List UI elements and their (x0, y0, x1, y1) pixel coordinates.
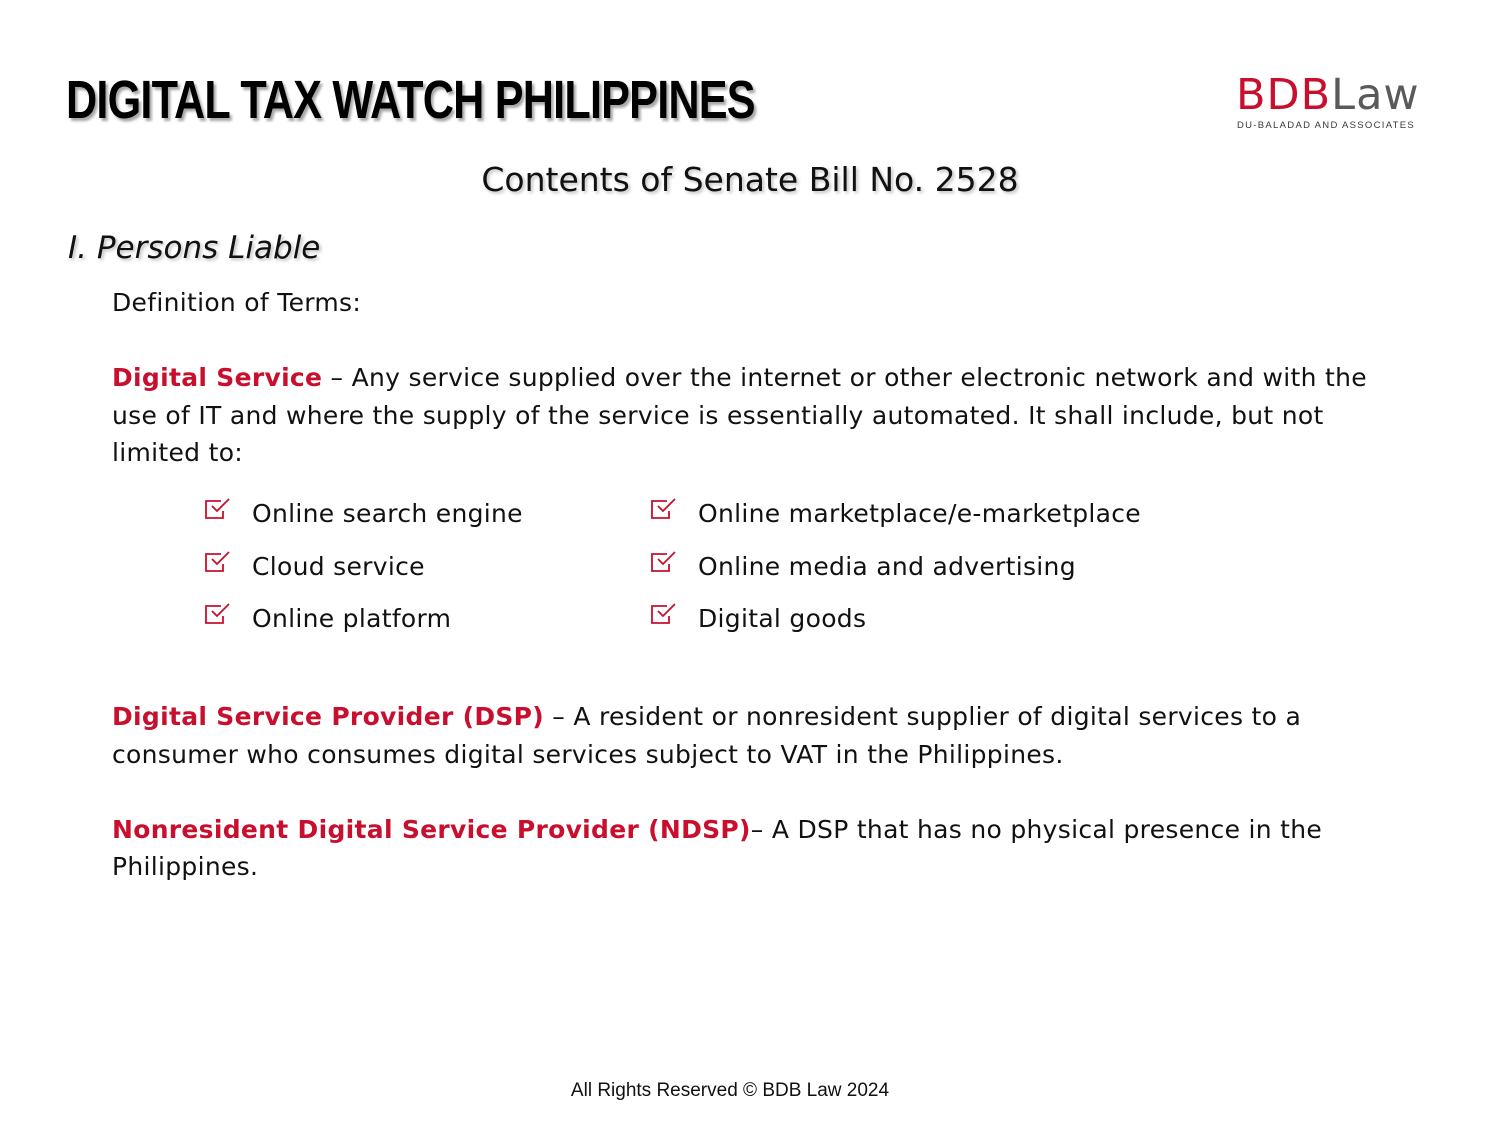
checkbox-check-icon (650, 498, 678, 522)
list-item-label: Digital goods (698, 604, 867, 633)
logo-tagline: DU-BALADAD AND ASSOCIATES (1237, 120, 1416, 131)
logo-brand-suffix: Law (1331, 70, 1420, 120)
list-item-label: Online search engine (252, 499, 523, 528)
digital-service-checklist (204, 490, 1304, 640)
footer-copyright: All Rights Reserved © BDB Law 2024 (570, 1080, 890, 1101)
checkbox-check-icon (204, 551, 232, 575)
dsp-text: – A resident or nonresident supplier of digital services to a consumer who consumes digital services subject to VAT in the Philippines. (112, 702, 1302, 769)
ndsp-text: – A DSP that has no physical presence in the Philippines. (112, 814, 1323, 881)
digital-service-term: Digital Service (112, 363, 323, 392)
list-item-label: Online media and advertising (698, 552, 1076, 581)
section-heading: I. Persons Liable (68, 230, 321, 266)
checkbox-check-icon (204, 498, 232, 522)
page-title: DIGITAL TAX WATCH PHILIPPINES (66, 70, 755, 130)
definitions-label: Definition of Terms: (112, 288, 362, 317)
ndsp-definition (112, 811, 1402, 886)
dsp-definition (112, 698, 1402, 773)
dsp-term: Digital Service Provider (DSP) (112, 702, 545, 731)
digital-service-definition (112, 359, 1402, 472)
list-item-label: Online platform (252, 604, 452, 633)
checkbox-check-icon (650, 551, 678, 575)
ndsp-term: Nonresident Digital Service Provider (NDSP) (112, 814, 751, 844)
list-item-label: Cloud service (252, 552, 425, 581)
checkbox-check-icon (650, 603, 678, 627)
definitions-block (112, 284, 1402, 472)
logo-brand: BDB (1236, 70, 1332, 120)
provider-definitions (112, 698, 1402, 923)
bdb-law-logo (1236, 70, 1436, 134)
list-item-label: Online marketplace/e-marketplace (698, 499, 1141, 528)
logo-wordmark (1236, 70, 1420, 120)
checkbox-check-icon (204, 603, 232, 627)
digital-service-text: – Any service supplied over the internet or other electronic network and with the use of IT and where the supply of the service is essentially automated. It shall include, but not limited to: (112, 363, 1367, 467)
slide-subtitle: Contents of Senate Bill No. 2528 (481, 160, 1019, 199)
